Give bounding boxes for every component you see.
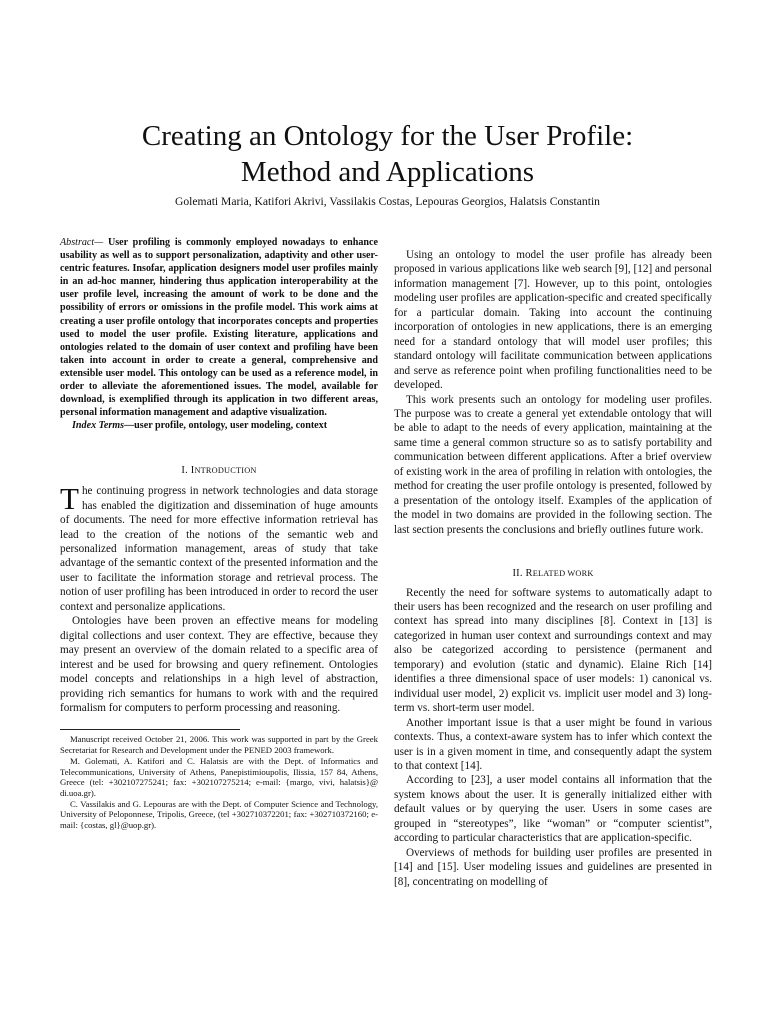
- abstract-label: Abstract—: [60, 237, 104, 248]
- footnote-manuscript: Manuscript received October 21, 2006. This work was supported in part by the Greek Secretariat for Research and Development under the PENED 2003 framework.: [60, 734, 378, 756]
- related-work-paragraph-1: Recently the need for software systems to automatically adapt to their users has been recognized and the research on user profiling and context has spread into many disciplines [8]. Context in [13] is categorized in human user context and surroundings context and may also be categorized according to persistence (permanent and temporary) and evolution (static and dynamic). Elaine Rich [14] identifies a three dimensional space of user models: 1) canonical vs. individual user model, 2) explicit vs. implicit user model and 3) long-term vs. short-term user model.: [394, 586, 712, 715]
- intro-paragraph-3: Using an ontology to model the user profile has already been proposed in various applications like web search [9], [12] and personal information management [7]. However, up to this point, ontologies modeling user profiles are application-specific and created specifically for a particular domain. Taking into account the continuing incorporation of ontologies in new applications, there is an emerging need for a standard ontology that will model user profiles; this standard ontology will facilitate communication between applications and serve as reference point when profiling functionalities need to be developed.: [394, 249, 712, 392]
- section-title-initial: R: [525, 568, 533, 580]
- index-terms: [60, 419, 378, 433]
- intro-paragraph-4: This work presents such an ontology for modeling user profiles. The purpose was to create a general yet extendable ontology that will be able to adapt to the needs of every application, maintaining at the same time a general common structure so as to satisfy portability and communication between different applications. After a brief overview of existing work in the area of profiling in relation with ontologies, the method for creating the user profile ontology is presented, followed by a presentation of the ontology itself. Examples of the application of the model in two domains are provided in the following section. The last section presents the conclusions and briefly outlines future work.: [394, 393, 712, 536]
- related-work-paragraph-3: According to [23], a user model contains all information that the system knows about the user. It is generally initialized either with default values or by querying the user. Users in some cases are grouped in “stereotypes”, like “woman” or “computer scientist”, according to particular characteristics that are application-specific.: [394, 774, 712, 845]
- right-column: [394, 248, 712, 889]
- drop-cap: T: [60, 481, 79, 517]
- section-number: I.: [181, 464, 188, 476]
- intro-paragraph-1: [60, 481, 378, 614]
- abstract-text: User profiling is commonly employed nowadays to enhance usability as well as to support personalization, adaptivity and other user-centric features. Insofar, application designers model user profiles mainly in an ad-hoc manner, hindering thus application interoperability at the user profile level, increasing the amount of work to be done and the possibility of errors or omissions in the profile model. This work aims at creating a user profile ontology that incorporates concepts and properties used to model the user profile. Existing literature, applications and ontologies related to the domain of user context and profiling have been taken into account in order to create a general, comprehensive and extensible user model. This ontology can be used as a reference model, in order to alleviate the aforementioned issues. The model, available for download, is exemplified through its application in two different areas, personal information management and adaptive visualization.: [60, 237, 378, 419]
- footnote-affiliation-peloponnese: C. Vassilakis and G. Lepouras are with the Dept. of Computer Science and Technology, University of Peloponnese, Tripolis, Greece, (tel +302710372201; fax: +302710372160; e-mail: {costas, gl}@uop.gr).: [60, 798, 378, 831]
- footnote-affiliation-athens: M. Golemati, A. Katifori and C. Halatsis are with the Dept. of Informatics and Telecommunications, University of Athens, Panepistimioupolis, Ilissia, 157 84, Athens, Greece (tel: +302107275241; fax: +302107275214; e-mail: {margo, vivi, halatsis}@ di.uoa.gr).: [60, 755, 378, 798]
- intro-paragraph-1-text: he continuing progress in network technologies and data storage has enabled the digitization and dissemination of huge amounts of documents. The need for more effective information retrieval has lead to the creation of the notions of the semantic web and personalized information management, areas of study that take advantage of the semantic context of the presented information and the user to facilitate the information storage and retrieval process. The notion of user profiling has been introduced in order to record the user context and personalize applications.: [60, 485, 378, 613]
- section-heading-related-work: [394, 567, 712, 581]
- section-heading-introduction: [60, 464, 378, 478]
- title-line-2: Method and Applications: [240, 156, 535, 188]
- footnotes: [60, 734, 378, 830]
- index-terms-text: —user profile, ontology, user modeling, context: [124, 420, 328, 432]
- section-title-initial: I: [190, 464, 195, 476]
- section-title-rest: NTRODUCTION: [194, 465, 257, 475]
- section-title-rest: ELATED WORK: [532, 569, 594, 579]
- section-number: II.: [512, 568, 523, 580]
- related-work-paragraph-2: Another important issue is that a user might be found in various contexts. Thus, a context-aware system has to infer which context the user is in a given moment in time, and consequently adapt the system to that context [14].: [394, 716, 712, 772]
- author-list: Golemati Maria, Katifori Akrivi, Vassilakis Costas, Lepouras Georgios, Halatsis Constantin: [175, 195, 600, 208]
- related-work-paragraph-4: Overviews of methods for building user profiles are presented in [14] and [15]. User modeling issues and guidelines are presented in [8], concentrating on modelling of: [394, 846, 712, 888]
- index-terms-label: Index Terms: [72, 420, 125, 432]
- footnote-divider: [60, 729, 240, 730]
- intro-paragraph-2: Ontologies have been proven an effective means for modeling digital collections and user context. They are effective, because they may present an overview of the domain related to a specific area of interest and be used for browsing and query refinement. Ontologies model concepts and relationships in a high level of abstraction, providing rich semantics for humans to work with and the required formalism for computers to perform processing and reasoning.: [60, 615, 378, 715]
- abstract: [60, 236, 378, 419]
- left-column: [60, 236, 378, 831]
- paper-title: [60, 118, 715, 190]
- title-line-1: Creating an Ontology for the User Profile:: [141, 120, 634, 152]
